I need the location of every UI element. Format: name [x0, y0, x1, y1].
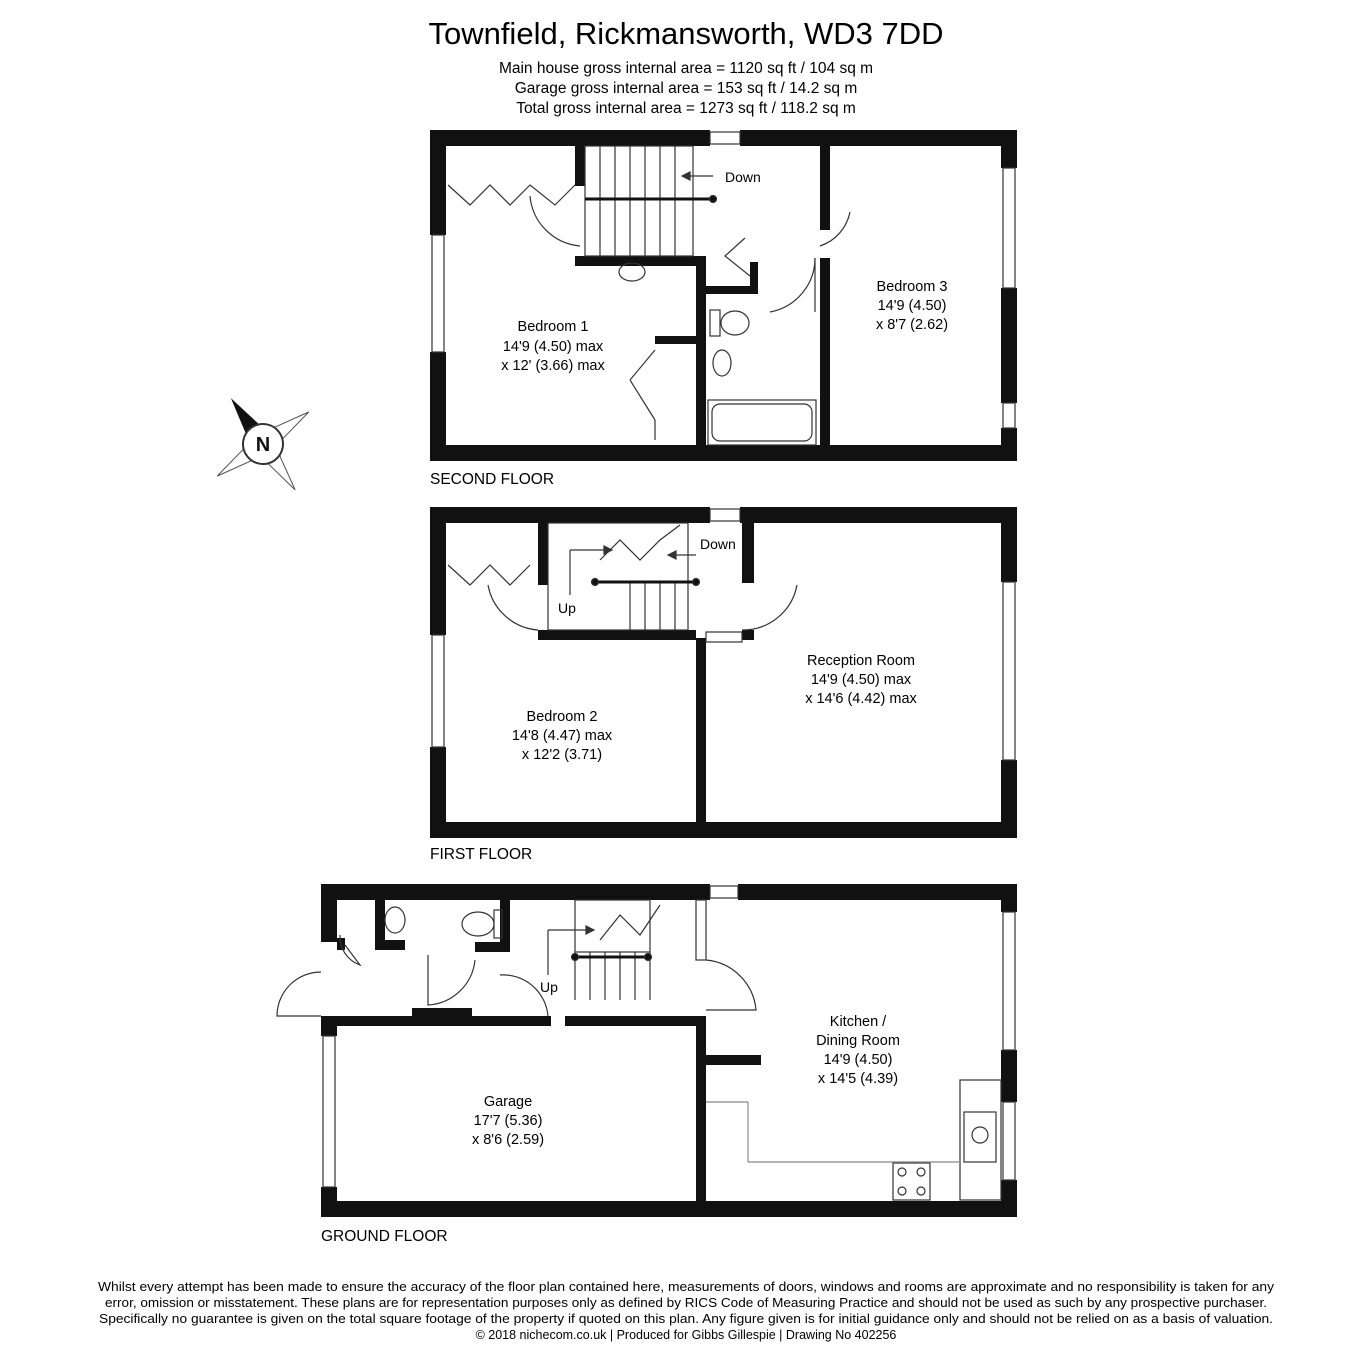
bedroom-2-name: Bedroom 2 — [526, 709, 598, 725]
reception-room-dim-a: 14'9 (4.50) max — [810, 672, 912, 688]
second-floor-plan — [430, 130, 1017, 488]
bedroom-3-dim-a: 14'9 (4.50) — [877, 298, 947, 314]
ground-floor-doors — [277, 935, 756, 1016]
bedroom-3-name: Bedroom 3 — [876, 279, 948, 295]
bedroom-3-dim-b: x 8'7 (2.62) — [875, 317, 949, 333]
disclaimer — [98, 1280, 1275, 1342]
first-floor-plan — [430, 507, 1017, 863]
page-title: Townfield, Rickmansworth, WD3 7DD — [428, 16, 944, 51]
disclaimer-credit-line: © 2018 nichecom.co.uk | Produced for Gibbs Gillespie | Drawing No 402256 — [475, 1328, 897, 1342]
ground-floor-label: GROUND FLOOR — [321, 1228, 448, 1245]
second-floor-walls — [430, 130, 1017, 461]
first-floor-walls — [430, 507, 1017, 838]
bedroom-1-dim-b: x 12' (3.66) max — [501, 358, 605, 374]
second-floor-stairs — [585, 146, 717, 256]
kitchen-name-line-1: Kitchen / — [829, 1014, 887, 1030]
compass-icon — [185, 366, 341, 522]
ground-floor-walls — [321, 884, 1017, 1217]
kitchen-name-line-2: Dining Room — [816, 1033, 900, 1049]
ground-floor-plan — [277, 884, 1017, 1245]
garage-name: Garage — [483, 1094, 533, 1110]
total-area: Total gross internal area = 1273 sq ft / 118.2 sq m — [516, 100, 856, 117]
kitchen-dim-a: 14'9 (4.50) — [823, 1052, 893, 1068]
compass-n-label: N — [255, 434, 271, 456]
ground-floor-windows — [323, 886, 1015, 1187]
bedroom-2-dim-b: x 12'2 (3.71) — [521, 747, 603, 763]
disclaimer-line-3: Specifically no guarantee is given on the total square footage of the property if quoted on this plan. Any figure given is for initial guidance only and should not be relied on as a basis of valuation. — [99, 1312, 1273, 1326]
garage-dim-a: 17'7 (5.36) — [473, 1113, 543, 1129]
disclaimer-line-2: error, omission or misstatement. These plans are for representation purposes only as defined by RICS Code of Measuring Practice and should not be used as such by any prospective purchaser. — [105, 1296, 1267, 1310]
main-house-area: Main house gross internal area = 1120 sq ft / 104 sq m — [498, 60, 874, 77]
disclaimer-line-1: Whilst every attempt has been made to ensure the accuracy of the floor plan contained here, measurements of doors, windows and rooms are approximate and no responsibility is taken for any — [98, 1280, 1275, 1294]
bedroom-1-name: Bedroom 1 — [517, 319, 589, 335]
ground-floor-stairs — [548, 900, 660, 1000]
first-floor-label: FIRST FLOOR — [430, 846, 533, 863]
second-floor-stair-label: Down — [725, 169, 761, 185]
garage-dim-b: x 8'6 (2.59) — [471, 1132, 545, 1148]
reception-room-name: Reception Room — [807, 653, 915, 669]
kitchen-dim-b: x 14'5 (4.39) — [817, 1071, 899, 1087]
second-floor-doors — [448, 185, 850, 440]
garage-area: Garage gross internal area = 153 sq ft / 14.2 sq m — [514, 80, 858, 97]
bedroom-1-dim-a: 14'9 (4.50) max — [502, 339, 604, 355]
bedroom-2-dim-a: 14'8 (4.47) max — [511, 728, 613, 744]
second-floor-label: SECOND FLOOR — [430, 471, 555, 488]
first-floor-stair-up-label: Up — [558, 600, 576, 616]
ground-floor-stair-label: Up — [540, 979, 558, 995]
header — [428, 16, 943, 117]
reception-room-dim-b: x 14'6 (4.42) max — [805, 691, 917, 707]
first-floor-stair-down-label: Down — [700, 536, 736, 552]
